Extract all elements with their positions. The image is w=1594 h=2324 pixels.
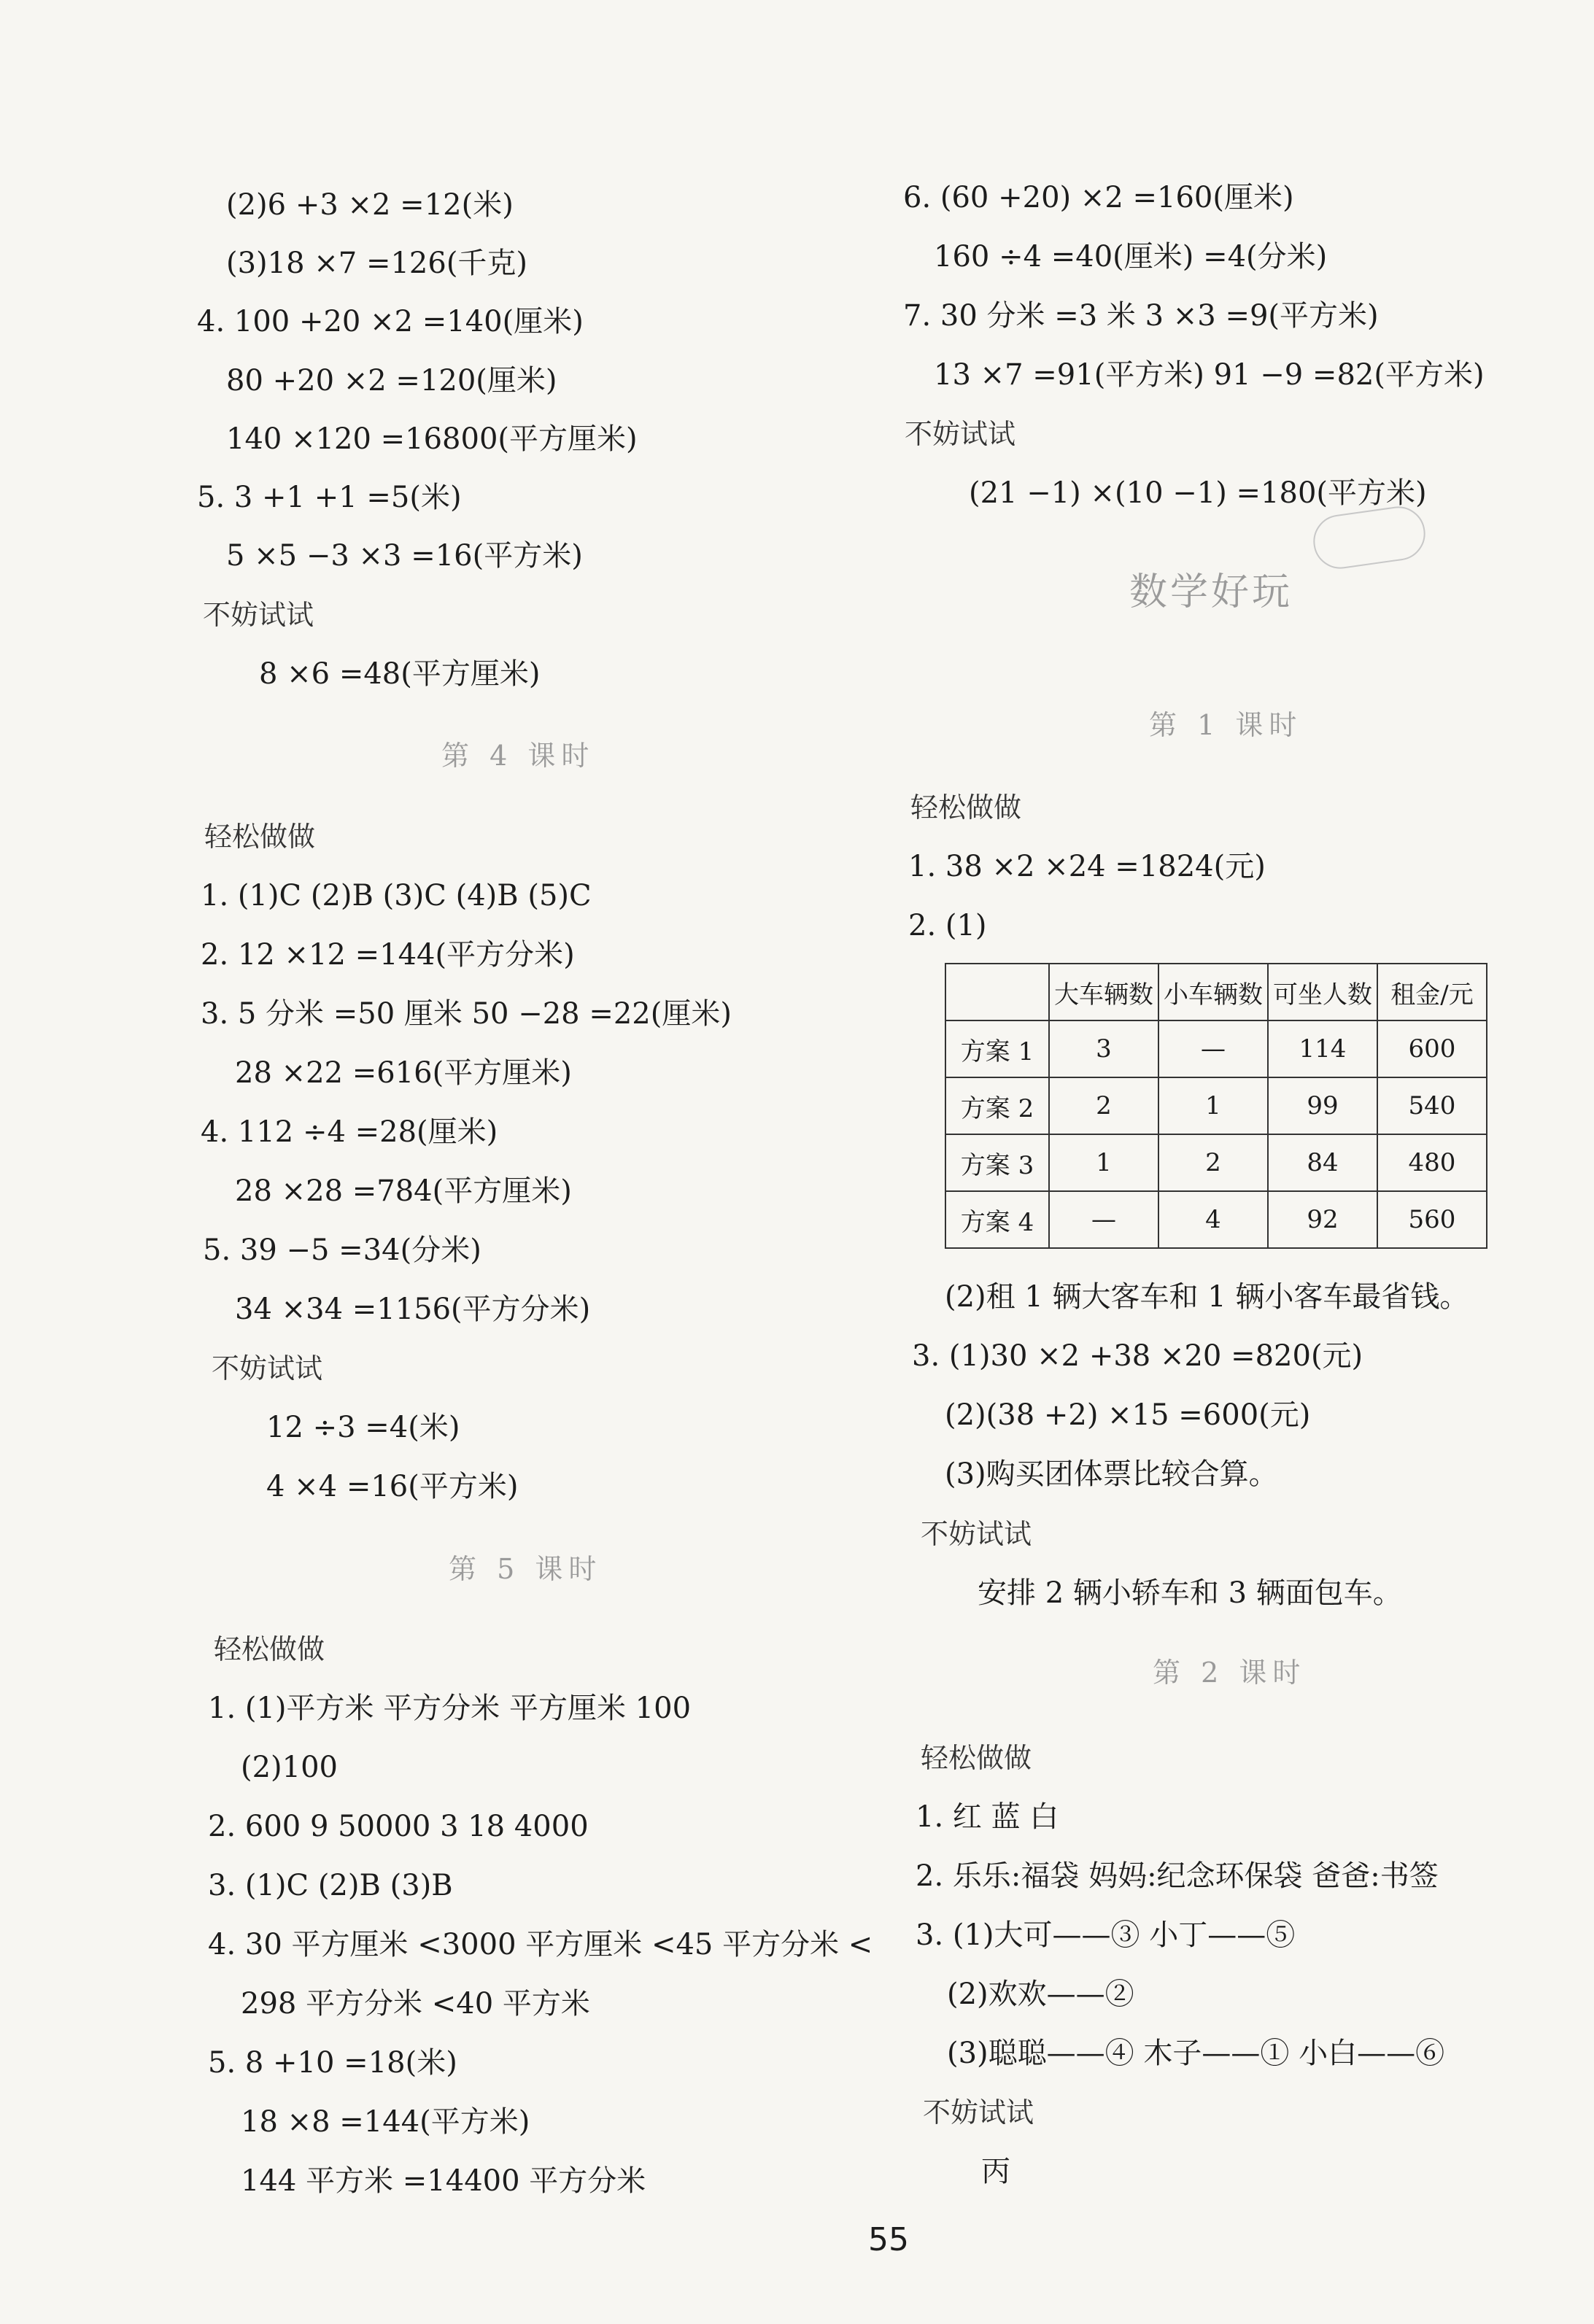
lesson-heading: 第 5 课时 bbox=[449, 1553, 603, 1585]
table-cell: 方案 1 bbox=[945, 1020, 1049, 1077]
lesson-heading: 第 2 课时 bbox=[1153, 1657, 1307, 1689]
rental-plan-table bbox=[945, 963, 1487, 1249]
answer-line: 3. 5 分米 =50 厘米 50 −28 =22(厘米) bbox=[201, 997, 732, 1031]
answer-line: 28 ×28 =784(平方厘米) bbox=[235, 1174, 572, 1208]
table-cell: 方案 2 bbox=[945, 1077, 1049, 1134]
answer-line: 5. 39 −5 =34(分米) bbox=[203, 1233, 481, 1267]
table-cell: 540 bbox=[1377, 1077, 1487, 1134]
table-cell: 方案 3 bbox=[945, 1134, 1049, 1191]
table-cell: 600 bbox=[1377, 1020, 1487, 1077]
answer-line: 160 ÷4 =40(厘米) =4(分米) bbox=[934, 240, 1328, 274]
section-label: 不妨试试 bbox=[212, 1352, 323, 1384]
lesson-heading: 第 1 课时 bbox=[1149, 709, 1303, 741]
answer-line: (3)18 ×7 =126(千克) bbox=[226, 247, 528, 280]
table-header-row bbox=[945, 964, 1487, 1020]
answer-line: 12 ÷3 =4(米) bbox=[266, 1411, 460, 1444]
table-row bbox=[945, 1077, 1487, 1134]
section-label: 轻松做做 bbox=[910, 791, 1022, 824]
answer-line: (3)聪聪——④ 木子——① 小白——⑥ bbox=[947, 2037, 1445, 2070]
answer-line: 144 平方米 =14400 平方分米 bbox=[241, 2164, 646, 2198]
table-cell: 560 bbox=[1377, 1191, 1487, 1248]
answer-line: 4. 100 +20 ×2 =140(厘米) bbox=[197, 305, 584, 338]
answer-line: 丙 bbox=[981, 2155, 1010, 2188]
table-row bbox=[945, 1020, 1487, 1077]
answer-line: 34 ×34 =1156(平方分米) bbox=[235, 1293, 591, 1326]
table-header-cell bbox=[945, 964, 1049, 1020]
answer-line: 安排 2 辆小轿车和 3 辆面包车。 bbox=[978, 1576, 1402, 1610]
table-cell: 4 bbox=[1158, 1191, 1268, 1248]
answer-line: 1. 红 蓝 白 bbox=[916, 1800, 1059, 1834]
answer-line: 7. 30 分米 =3 米 3 ×3 =9(平方米) bbox=[903, 299, 1379, 333]
answer-line: 5. 8 +10 =18(米) bbox=[208, 2046, 457, 2080]
table-cell: 1 bbox=[1158, 1077, 1268, 1134]
table-cell: 99 bbox=[1268, 1077, 1377, 1134]
section-label: 不妨试试 bbox=[203, 599, 314, 631]
table-row bbox=[945, 1134, 1487, 1191]
table-header-cell: 大车辆数 bbox=[1049, 964, 1158, 1020]
section-label: 轻松做做 bbox=[204, 821, 316, 853]
answer-line: 4. 112 ÷4 =28(厘米) bbox=[201, 1115, 498, 1149]
answer-line: 80 +20 ×2 =120(厘米) bbox=[226, 364, 557, 398]
answer-line: 1. (1)平方米 平方分米 平方厘米 100 bbox=[208, 1692, 692, 1725]
table-cell: 480 bbox=[1377, 1134, 1487, 1191]
table-cell: — bbox=[1049, 1191, 1158, 1248]
answer-line: 2. 600 9 50000 3 18 4000 bbox=[208, 1810, 589, 1843]
answer-line: 5 ×5 −3 ×3 =16(平方米) bbox=[226, 539, 583, 573]
answer-line: (3)购买团体票比较合算。 bbox=[945, 1457, 1278, 1491]
table-cell: 方案 4 bbox=[945, 1191, 1049, 1248]
answer-line: 4 ×4 =16(平方米) bbox=[266, 1470, 519, 1503]
answer-line: (2)欢欢——② bbox=[947, 1978, 1134, 2011]
answer-line: 8 ×6 =48(平方厘米) bbox=[259, 657, 541, 691]
section-label: 不妨试试 bbox=[923, 2096, 1034, 2129]
table-cell: 1 bbox=[1049, 1134, 1158, 1191]
table-cell: 92 bbox=[1268, 1191, 1377, 1248]
table-cell: 2 bbox=[1049, 1077, 1158, 1134]
answer-line: 1. (1)C (2)B (3)C (4)B (5)C bbox=[201, 879, 592, 913]
answer-line: 3. (1)大可——③ 小丁——⑤ bbox=[916, 1918, 1296, 1952]
table-cell: 2 bbox=[1158, 1134, 1268, 1191]
answer-line: (21 −1) ×(10 −1) =180(平方米) bbox=[969, 476, 1427, 510]
answer-line: (2)租 1 辆大客车和 1 辆小客车最省钱。 bbox=[945, 1280, 1469, 1314]
answer-line: 18 ×8 =144(平方米) bbox=[241, 2105, 530, 2139]
section-label: 轻松做做 bbox=[214, 1633, 325, 1665]
answer-line: 1. 38 ×2 ×24 =1824(元) bbox=[908, 850, 1266, 883]
answer-line: 6. (60 +20) ×2 =160(厘米) bbox=[903, 181, 1294, 214]
section-label: 轻松做做 bbox=[921, 1742, 1032, 1774]
section-label: 不妨试试 bbox=[921, 1518, 1032, 1550]
table-cell: — bbox=[1158, 1020, 1268, 1077]
answer-line: 140 ×120 =16800(平方厘米) bbox=[226, 422, 638, 456]
answer-line: 2. 12 ×12 =144(平方分米) bbox=[201, 938, 575, 972]
table-header-cell: 可坐人数 bbox=[1268, 964, 1377, 1020]
answer-line: 298 平方分米 <40 平方米 bbox=[241, 1987, 590, 2021]
answer-line: (2)100 bbox=[241, 1751, 338, 1784]
table-header-cell: 小车辆数 bbox=[1158, 964, 1268, 1020]
table-header-cell: 租金/元 bbox=[1377, 964, 1487, 1020]
answer-line: 3. (1)C (2)B (3)B bbox=[208, 1869, 453, 1902]
chapter-heading: 数学好玩 bbox=[1129, 570, 1293, 614]
page-number: 55 bbox=[868, 2221, 909, 2258]
section-label: 不妨试试 bbox=[905, 418, 1016, 450]
answer-line: 28 ×22 =616(平方厘米) bbox=[235, 1056, 572, 1090]
answer-line: 5. 3 +1 +1 =5(米) bbox=[197, 481, 462, 514]
stamp-mark bbox=[1310, 503, 1429, 573]
lesson-heading: 第 4 课时 bbox=[441, 740, 595, 772]
answer-line: 2. (1) bbox=[908, 909, 987, 942]
answer-line: 13 ×7 =91(平方米) 91 −9 =82(平方米) bbox=[934, 358, 1485, 392]
answer-line: (2)6 +3 ×2 =12(米) bbox=[226, 188, 514, 222]
table-cell: 3 bbox=[1049, 1020, 1158, 1077]
table-row bbox=[945, 1191, 1487, 1248]
answer-line: 2. 乐乐:福袋 妈妈:纪念环保袋 爸爸:书签 bbox=[916, 1859, 1439, 1893]
answer-line: 3. (1)30 ×2 +38 ×20 =820(元) bbox=[912, 1339, 1363, 1373]
answer-line: 4. 30 平方厘米 <3000 平方厘米 <45 平方分米 < bbox=[208, 1928, 873, 1961]
table-cell: 84 bbox=[1268, 1134, 1377, 1191]
table-cell: 114 bbox=[1268, 1020, 1377, 1077]
answer-line: (2)(38 +2) ×15 =600(元) bbox=[945, 1398, 1311, 1432]
